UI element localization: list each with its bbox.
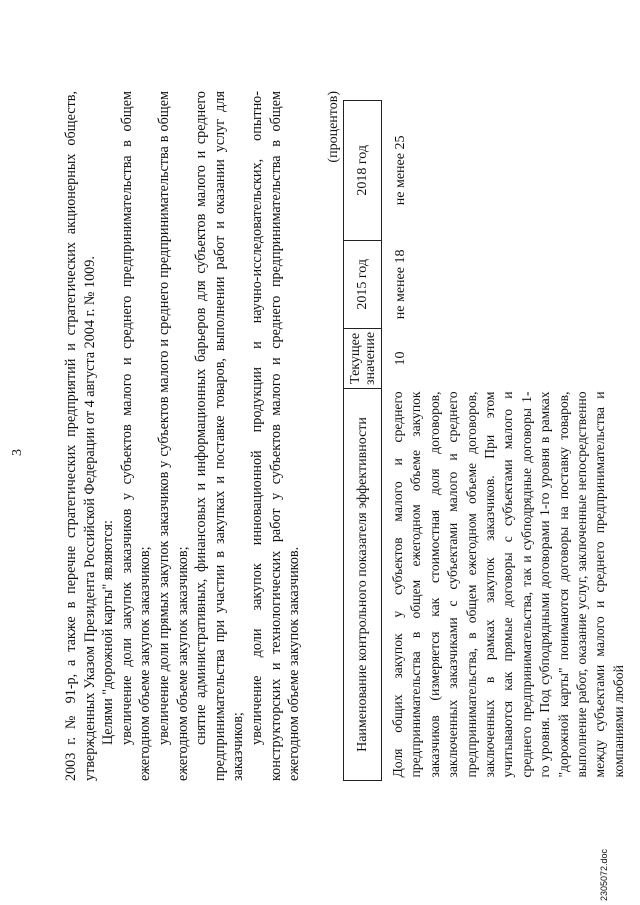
page-number: 3 [10, 449, 25, 456]
table-units: (процентов) [326, 91, 341, 163]
paragraph-goal-2: увеличение доли прямых закупок заказчиков у субъектов малого и среднего предпринимательства в общем ежегодном объеме закупок заказчиков; [155, 91, 191, 781]
table-header-row [344, 100, 382, 780]
header-current-value: Текущее значение [344, 328, 382, 388]
indicators-table [343, 100, 628, 781]
row-indicator-name: Доля общих закупок у субъектов малого и среднего предпринимательства в общем ежегодном объеме закупок заказчиков (измеряется как стоимостная доля договоров, заключенных заказчиками с субъектами малого и среднего предпринимательства, в общем ежегодном объеме договоров, заключенных в рамках закупок заказчиков. При этом учитываются как прямые договоры с субъектами малого и среднего предпринимательства, так и субподрядные договоры 1-го уровня. Под субподрядными договорами 1-го уровня в рамках "дорожной карты" понимаются договоры на поставку товаров, выполнение работ, оказание услуг, заключенные непосредственно между субъектами малого и среднего предпринимательства и компаниями любой [390, 391, 626, 778]
header-indicator-name: Наименование контрольного показателя эффективности [344, 389, 382, 781]
paragraph-goal-4: увеличение доли закупок инновационной продукции и научно-исследовательских, опытно-конструкторских и технологических работ у субъектов малого и среднего предпринимательства в общем ежегодном объеме закупок заказчиков. [248, 91, 303, 781]
header-2018: 2018 год [344, 100, 382, 240]
row-2015-value: не менее 18 [393, 249, 408, 320]
header-2015: 2015 год [344, 240, 382, 328]
paragraph-goal-3: снятие административных, финансовых и информационных барьеров для субъектов малого и среднего предпринимательства при участии в закупках и поставке товаров, выполнении работ и оказании услуг для заказчиков; [193, 91, 247, 781]
paragraph-goal-1: увеличение доли закупок заказчиков у субъектов малого и среднего предпринимательства в общем ежегодном объеме закупок заказчиков; [118, 91, 154, 781]
paragraph-continuation: 2003 г. № 91-р, а также в перечне стратегических предприятий и стратегических акционерных обществ, утвержденных Указом Президента Российской Федерации от 4 августа 2004 г. № 1009. [63, 91, 98, 781]
table-row [382, 100, 629, 780]
footer-filename: 2305072.doc [599, 848, 609, 901]
row-2018-value: не менее 25 [393, 135, 408, 206]
row-current-value: 10 [393, 351, 408, 366]
body-text [62, 91, 304, 781]
paragraph-goals-heading: Целями "дорожной карты" являются: [100, 520, 117, 745]
